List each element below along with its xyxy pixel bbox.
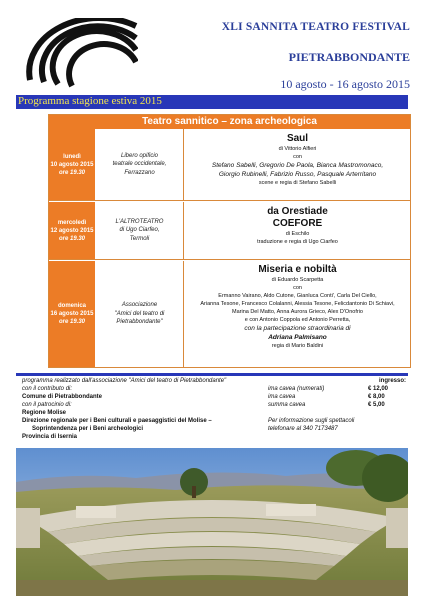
venue-line: L'ALTROTEATRO: [115, 218, 164, 225]
show-with: con: [293, 154, 302, 160]
show-direction: scene e regia di Stefano Sabelli: [258, 180, 337, 186]
show-author: di Eschilo: [285, 231, 310, 237]
program-label: Programma stagione estiva 2015: [18, 95, 162, 107]
event-show: [185, 261, 410, 367]
show-cast-line: Marina Del Matto, Anna Aurora Grieco, Alex D'Onofrio: [232, 309, 363, 315]
price-value: € 12,00: [368, 386, 389, 392]
festival-dates: 10 agosto - 16 agosto 2015: [280, 77, 410, 91]
festival-title: XLI SANNITA TEATRO FESTIVAL: [221, 21, 410, 33]
program-bar: [16, 95, 408, 109]
admission-label: ingresso:: [378, 378, 406, 384]
festival-city: PIETRABBONDANTE: [288, 50, 410, 64]
event-time: ore 19.30: [58, 235, 86, 242]
event-day: mercoledì: [57, 219, 87, 226]
footer-admission: [268, 377, 406, 433]
event-show: [185, 129, 410, 200]
event-date: 12 agosto 2015: [50, 227, 94, 234]
event-venue: [96, 261, 184, 367]
price-label: summa cavea: [268, 402, 306, 408]
show-title: Miseria e nobiltà: [258, 264, 337, 275]
schedule-heading: Teatro sannitico – zona archeologica: [49, 115, 410, 129]
contribution-label: con il contributo di:: [22, 386, 73, 392]
show-cast-line: Arianna Tesone, Francesco Colalanni, Alessia Tesone, Felicdantonio Di Schiavi,: [200, 301, 395, 307]
event-date-cell: [49, 202, 95, 259]
show-extra-cast: e con Antonio Coppola ed Antonio Perretta,: [244, 317, 351, 323]
realized-by: programma realizzato dall'associazione "Amici del teatro di Pietrabbondante": [22, 378, 227, 384]
event-row-miseria: [49, 261, 410, 367]
patron-item: Soprintendenza per i Beni archeologici: [32, 426, 144, 432]
patron-item: Direzione regionale per i Beni culturali e paesaggistici del Molise –: [22, 418, 212, 424]
event-time: ore 19.30: [58, 169, 86, 176]
contribution-org: Comune di Pietrabbondante: [22, 394, 103, 400]
venue-line: teatrale occidentale,: [112, 161, 167, 168]
venue-line: Ferrazzano: [124, 169, 155, 176]
venue-line: Termoli: [129, 235, 150, 242]
event-venue: [96, 129, 184, 200]
venue-line: Pietrabbondante": [116, 319, 163, 326]
info-line: Per informazione sugli spettacoli: [268, 418, 355, 424]
venue-line: "Amici del teatro di: [114, 310, 165, 317]
event-day: lunedì: [63, 153, 81, 160]
event-date: 16 agosto 2015: [50, 311, 94, 317]
show-direction: regia di Mario Baldini: [271, 343, 324, 349]
event-row-saul: [49, 129, 410, 201]
show-cast-line: Giorgio Rubinelli, Fabrizio Russo, Pasquale Arterritano: [218, 171, 377, 178]
event-date-cell: [49, 261, 95, 367]
show-with: con: [293, 285, 302, 291]
price-row: [268, 385, 406, 393]
price-row: [268, 401, 406, 409]
event-venue: [96, 202, 184, 259]
info-phone: telefonare al 340 7173487: [268, 426, 338, 432]
event-show: [185, 202, 410, 259]
event-row-coefore: [49, 202, 410, 260]
event-day: domenica: [57, 303, 86, 309]
price-label: ima cavea (numerati): [268, 386, 325, 392]
event-time: ore 19.30: [58, 319, 86, 325]
show-author: di Vittorio Alfieri: [278, 146, 317, 152]
show-title-prefix: da Orestiade: [267, 206, 328, 217]
show-direction: traduzione e regia di Ugo Ciarfeo: [257, 239, 338, 245]
footer-sponsors: [22, 377, 292, 441]
footer-rule: [16, 373, 408, 376]
patron-item: Provincia di Isernia: [22, 434, 78, 440]
show-title: Saul: [286, 133, 309, 144]
patronage-label: con il patrocinio di:: [22, 402, 72, 408]
event-date: 10 agosto 2015: [50, 161, 94, 168]
festival-logo: [18, 18, 138, 96]
show-title: COEFORE: [272, 218, 323, 229]
price-value: € 8,00: [368, 394, 385, 400]
venue-line: di Ugo Ciarfeo,: [119, 227, 160, 234]
show-participation: con la partecipazione straordinaria di: [244, 325, 351, 332]
show-guest: Adriana Palmisano: [268, 334, 327, 341]
show-cast-line: Stefano Sabelli, Gregorio De Paola, Bianca Mastromonaco,: [211, 162, 384, 169]
venue-line: Associazione: [121, 302, 158, 309]
price-label: ima cavea: [268, 394, 296, 400]
show-author: di Eduardo Scarpetta: [271, 277, 324, 283]
event-date-cell: [49, 129, 95, 200]
theatre-photo: [16, 448, 408, 596]
price-row: [268, 393, 406, 401]
show-cast-line: Ermanno Vairano, Aldo Cutone, Gianluca Conti', Carla Del Ciello,: [218, 293, 377, 299]
venue-line: Libero opificio: [120, 152, 159, 159]
patron-item: Regione Molise: [22, 410, 67, 416]
schedule-table: [48, 114, 411, 368]
price-value: € 5,00: [368, 402, 385, 408]
